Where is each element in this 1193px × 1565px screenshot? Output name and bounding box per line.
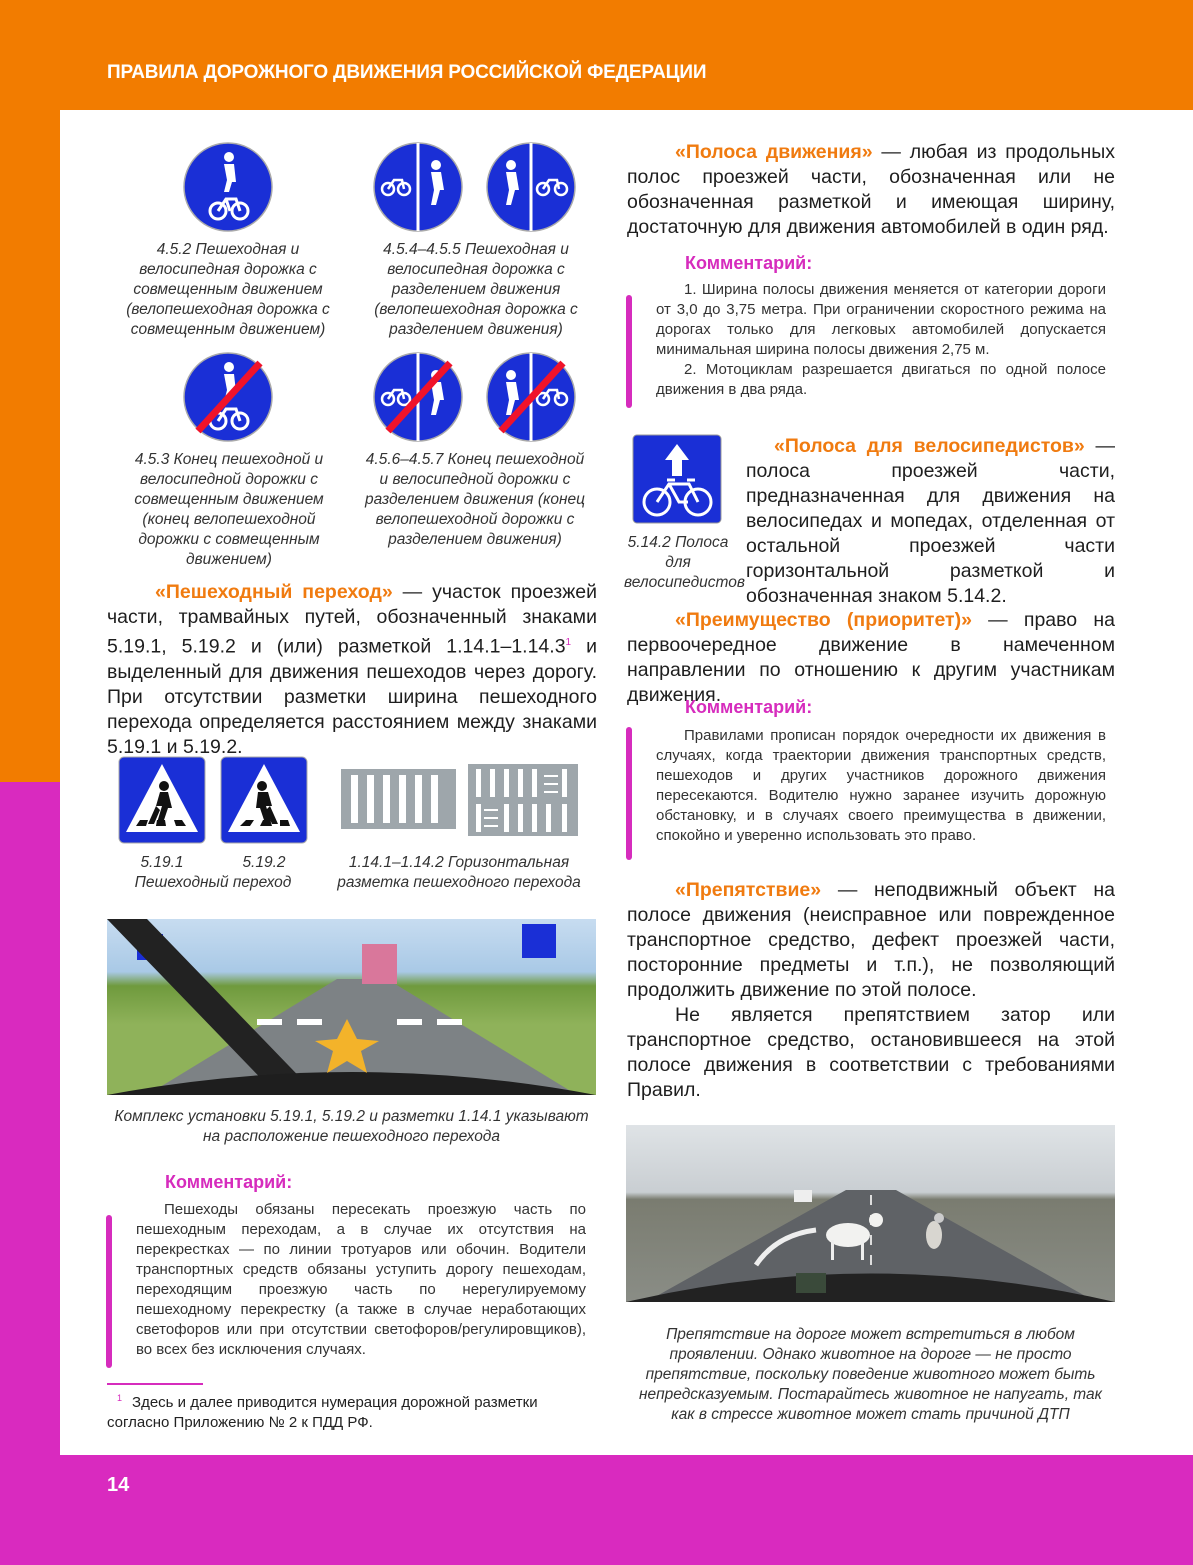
footnote-ref[interactable]: 1 <box>565 637 572 648</box>
sign-4-5-5-icon <box>485 141 577 233</box>
sign-caption: 4.5.4–4.5.5 Пешеходная и велосипедная дорожка с разделением движения (велопешеходная дорожка с разделением движения) <box>374 241 578 338</box>
comment-paragraph: Пешеходы обязаны пересекать проезжую часть по пешеходным переходам, а в случае их отсутствия на перекрестках — по линии тротуаров или обочин. Водители транспортных средств обязаны уступить дорогу пешеходам, переходящим проезжую часть по нерегулируемому пешеходному перекрестку (а также в случае неработающих светофоров или при отсутствии светофоров/регулировщиков), во всех без исключения случаях. <box>136 1201 586 1358</box>
comment-bar <box>626 295 632 408</box>
markings-caption: 1.14.1–1.14.2 Горизонтальная разметка пешеходного перехода <box>337 854 581 891</box>
comment-heading: Комментарий: <box>685 697 813 717</box>
sign-5-19-1-icon <box>118 756 206 844</box>
sign-5-19-2-icon <box>220 756 308 844</box>
comment-paragraph: 2. Мотоциклам разрешается двигаться по одной полосе движения в два ряда. <box>656 361 1106 398</box>
comment-heading: Комментарий: <box>685 253 813 273</box>
comment-paragraph: 1. Ширина полосы движения меняется от категории дороги от 3,0 до 3,75 метра. При ограничении скоростного режима на дорогах только для легковых автомобилей допускается минимальная ширина полосы движения 2,75 м. <box>656 281 1106 358</box>
definition-obstacle <box>627 878 1115 1003</box>
term: «Пешеходный переход» <box>155 581 393 603</box>
photo-caption: Комплекс установки 5.19.1, 5.19.2 и разметки 1.14.1 указывают на расположение пешеходного перехода <box>114 1108 589 1145</box>
header-band <box>0 0 1193 110</box>
term: «Полоса движения» <box>675 141 873 163</box>
comment-bar <box>626 727 632 860</box>
sign-number: 5.19.2 <box>242 854 286 871</box>
page-number: 14 <box>107 1474 130 1496</box>
pedestrian-crossing-photo <box>107 919 596 1095</box>
road-scene <box>626 1125 1115 1302</box>
term: «Препятствие» <box>675 879 822 901</box>
sign-caption: 4.5.3 Конец пешеходной и велосипедной дорожки с совмещенным движением (конец велопешеходной дорожки с совмещенным движением) <box>134 451 324 568</box>
sign-caption: 5.14.2 Полоса для велосипедистов <box>624 534 745 591</box>
definition-text: — неподвижный объект на полосе движения (неисправное или поврежденное транспортное средство, дефект проезжей части, посторонние предметы и т.п.), не позволяющий продолжить движение по этой полосе. <box>627 879 1115 1001</box>
footnote-divider <box>107 1383 203 1385</box>
sign-5-14-2-icon <box>632 434 722 524</box>
footnote <box>107 1388 599 1433</box>
marking-1-14-2-icon <box>468 764 578 836</box>
footnote-text: Здесь и далее приводится нумерация дорожной разметки согласно Приложению № 2 к ПДД РФ. <box>107 1394 538 1431</box>
obstacle-note: Не является препятствием затор или транспортное средство, остановившееся на этой полосе движения в соответствии с требованиями Правил. <box>627 1004 1115 1101</box>
sign-4-5-2-icon <box>182 141 274 233</box>
photo-caption: Препятствие на дороге может встретиться в любом проявлении. Однако животное на дороге — не просто препятствие, поскольку поведение животного может быть непредсказуемым. Постарайтесь животное не напугать, так как в стрессе животное может стать причиной ДТП <box>638 1326 1102 1423</box>
sign-4-5-7-icon <box>485 351 577 443</box>
comment-heading: Комментарий: <box>165 1172 293 1192</box>
comment-bar <box>106 1215 112 1368</box>
left-band-orange <box>0 110 60 782</box>
definition-text: — любая из продольных полос проезжей части, обозначенная или не обозначенная разметкой и имеющая ширину, достаточную для движения автомобилей в один ряд. <box>627 141 1115 238</box>
definition-lane <box>627 140 1115 240</box>
definition-text: — право на первоочередное движение в намеченном направлении по отношению к другим участникам движения. <box>627 609 1115 706</box>
definition-pedestrian-crossing <box>107 580 597 760</box>
sign-4-5-3-icon <box>182 351 274 443</box>
comment-text <box>656 726 1106 846</box>
term: «Полоса для велосипедистов» <box>774 435 1085 457</box>
sign-4-5-6-icon <box>372 351 464 443</box>
sign-4-5-4-icon <box>372 141 464 233</box>
left-band-magenta <box>0 782 60 1455</box>
running-header: ПРАВИЛА ДОРОЖНОГО ДВИЖЕНИЯ РОССИЙСКОЙ ФЕДЕРАЦИИ <box>107 62 707 83</box>
comment-text <box>136 1200 586 1360</box>
definition-priority <box>627 608 1115 708</box>
sign-number: 5.19.1 <box>140 854 184 871</box>
definition-text: — полоса проезжей части, предназначенная для движения на велосипедах и мопедах, отделенная от остальной проезжей части горизонтальной разметкой и обозначенная знаком 5.14.2. <box>746 435 1115 607</box>
footnote-mark: 1 <box>117 1393 123 1403</box>
signs-caption: Пешеходный переход <box>134 874 292 891</box>
footer-band <box>0 1455 1193 1565</box>
comment-text <box>656 280 1106 400</box>
definition-text: и выделенный для движения пешеходов через дорогу. При отсутствии разметки ширина пешеходного перехода определяется расстоянием между знаками 5.19.1 и 5.19.2. <box>107 635 597 758</box>
road-scene <box>107 919 596 1095</box>
definition-bike-lane <box>746 434 1115 609</box>
sign-caption: 4.5.6–4.5.7 Конец пешеходной и велосипедной дорожки с разделением движения (конец велопешеходной дорожки с разделением движения) <box>365 451 585 548</box>
term: «Преимущество (приоритет)» <box>675 609 972 631</box>
comment-paragraph: Правилами прописан порядок очередности их движения в случаях, когда траектории движения транспортных средств, пешеходов и других участников дорожного движения пересекаются. Водителю нужно заранее изучить дорожную обстановку, и в случаях своего преимущества в движении, спокойно и уверенно использовать это право. <box>656 727 1106 844</box>
definition-text: — участок проезжей части, трамвайных путей, обозначенный знаками 5.19.1, 5.19.2 и (или) разметкой 1.14.1–1.14.3 <box>107 581 597 658</box>
marking-1-14-1-icon <box>341 769 456 829</box>
animals-on-road-photo <box>626 1125 1115 1302</box>
sign-caption: 4.5.2 Пешеходная и велосипедная дорожка с совмещенным движением (велопешеходная дорожка с совмещенным движением) <box>126 241 330 338</box>
